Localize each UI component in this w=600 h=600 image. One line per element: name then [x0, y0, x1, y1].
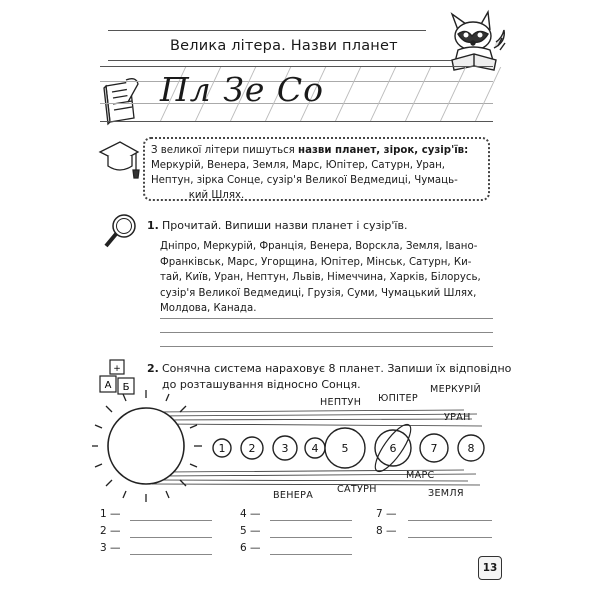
exercise-1-line: тай, Київ, Уран, Нептун, Львів, Німеччина, Харків, Білорусь,: [160, 272, 481, 283]
exercise-1-text: [160, 239, 495, 317]
rule-line-3: Нептун, зірка Сонце, сузір'я Великої Ведмедиці, Чумаць-: [151, 175, 458, 186]
answer-line-7: [408, 520, 492, 521]
label-yupiter: ЮПІТЕР: [378, 393, 418, 404]
answer-line-4: [270, 520, 352, 521]
answer-line-6: [270, 554, 352, 555]
answer-label-4: 4 —: [240, 508, 261, 520]
svg-text:+: +: [113, 364, 121, 374]
label-neptun: НЕПТУН: [320, 397, 362, 408]
block-letter-b: Б: [122, 382, 130, 393]
answer-line-5: [270, 537, 352, 538]
rule-line-2: Меркурій, Венера, Земля, Марс, Юпітер, Сатурн, Уран,: [151, 160, 446, 171]
answer-line-3: [130, 554, 212, 555]
exercise-1-number: 1.: [147, 219, 159, 232]
label-saturn: САТУРН: [337, 484, 377, 495]
exercise-2-instruction-2: до розташування відносно Сонця.: [162, 378, 361, 391]
page-title: Велика літера. Назви планет: [170, 38, 398, 54]
cursive-sample: Пл Зе Со: [160, 70, 324, 109]
answer-label-5: 5 —: [240, 525, 261, 537]
label-merkuriy: МЕРКУРІЙ: [430, 384, 481, 395]
writing-line: [160, 318, 493, 319]
graduation-cap-icon: [98, 138, 140, 188]
answer-label-2: 2 —: [100, 525, 121, 537]
planet-number-2: 2: [248, 442, 256, 455]
block-letter-a: А: [104, 380, 112, 391]
answer-line-2: [130, 537, 212, 538]
answer-label-1: 1 —: [100, 508, 121, 520]
planet-number-6: 6: [389, 442, 397, 455]
label-mars: МАРС: [406, 470, 435, 481]
exercise-1-line: Молдова, Канада.: [160, 303, 257, 314]
exercise-1-line: Дніпро, Меркурій, Франція, Венера, Ворскла, Земля, Івано-: [160, 241, 478, 252]
title-top-line: [108, 30, 426, 31]
planet-number-1: 1: [218, 442, 226, 455]
rule-line-4: кий Шлях.: [188, 190, 245, 201]
planet-number-8: 8: [467, 442, 475, 455]
exercise-2-instruction-1: Сонячна система нараховує 8 планет. Запиши їх відповідно: [162, 362, 512, 375]
planet-number-5: 5: [341, 442, 349, 455]
exercise-2-number: 2.: [147, 362, 159, 375]
exercise-1-line: Франківськ, Марс, Угорщина, Юпітер, Мінськ, Сатурн, Ки-: [160, 256, 472, 268]
page-number: 13: [478, 556, 502, 580]
planet-number-7: 7: [430, 442, 438, 455]
answer-label-7: 7 —: [376, 508, 397, 520]
label-zemlya: ЗЕМЛЯ: [428, 488, 464, 499]
rule-bold: назви планет, зірок, сузір'їв:: [298, 145, 469, 156]
writing-line: [160, 332, 493, 333]
answer-label-3: 3 —: [100, 542, 121, 554]
answer-label-8: 8 —: [376, 525, 397, 537]
rule-box: [143, 137, 490, 201]
sun: [92, 390, 202, 502]
answer-line-1: [130, 520, 212, 521]
label-venera: ВЕНЕРА: [273, 490, 314, 501]
exercise-1-instruction: Прочитай. Випиши назви планет і сузір'їв.: [162, 219, 408, 232]
planet-number-3: 3: [281, 442, 289, 455]
rule-intro: З великої літери пишуться: [151, 145, 299, 156]
label-uran: УРАН: [444, 412, 471, 423]
exercise-1-line: сузір'я Великої Ведмедиці, Грузія, Суми, Чумацький Шлях,: [160, 287, 477, 299]
answer-label-6: 6 —: [240, 542, 261, 554]
planet-number-4: 4: [311, 442, 319, 455]
answer-line-8: [408, 537, 492, 538]
magnifier-icon: [100, 210, 140, 254]
writing-line: [160, 346, 493, 347]
